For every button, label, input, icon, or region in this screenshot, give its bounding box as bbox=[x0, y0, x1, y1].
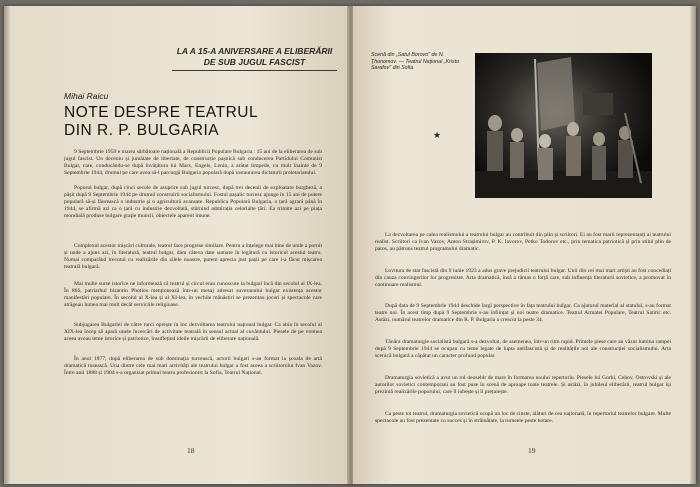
paragraph-right-3: După data de 9 Septembrie 1944 deschide largi perspective în fața teatrului bulgar. Ca ajutorul material al statului, s-au format teatre noi. În acest timp după 9 Septembrie s-au înființat și noi teatre dramatice. Teatrul Armatei Populare, Teatrul Satiric etc. Astăzi, numărul teatrelor dramatice din R. P. Bulgaria a crescut la peste 34. bbox=[375, 303, 671, 324]
paragraph-left-1: 9 Septembrie 1959 e marea sărbătoare națională a Republicii Populare Bulgaria : 15 ani de la eliberarea de sub jugul fascist. Un deceniu și jumătate de libertate, de construcție pașnică sub conducerea Partidului Comunist Bulgar, care, conducându-se după învățătura lui Marx, Engels, Lenin, a arătat limpede, cu mult înainte de 9 Septembrie 1944, drumul pe care avea să-l parcurgă Bulgaria populară după instaurarea dictaturii proletariatului. bbox=[64, 149, 322, 177]
photo-caption: Scenă din „Satul Borovo" de N. Ţhonomov. — Teatrul Național „Kristo Sarafov" din Sofia. bbox=[371, 52, 460, 72]
right-page bbox=[353, 6, 696, 484]
anniversary-kicker bbox=[172, 46, 337, 68]
kicker-line-2: DE SUB JUGUL FASCIST bbox=[203, 57, 306, 67]
paragraph-right-1: La dezvoltarea pe calea realismului a teatrului bulgar au contribuit din plin și scriitori. Ei au fost marii reprezentanți ai teatrului realist. Scriitori ca Ivan Vazov, Anton Strașimirov, P. K. Iavorov, Petko Todorov etc., prin tematica patriotică și prin stilul plin de patos, au pătruns teatrul programului dramatic. bbox=[375, 232, 671, 253]
paragraph-left-3: Complexul acestor mișcări culturale, teatrul face progrese similare. Pentru a înțelege mai bine de unde a pornit și unde a ajuns azi, în literatură, teatrul bulgar, dăm câteva date sumare în legătură cu istoricul acestui teatru. Numai comparând trecutul cu realizările din zilele noastre, putem aprecia just pașii pe care i-a făcut mișcarea teatrală bulgară. bbox=[64, 243, 322, 271]
kicker-line-1: LA A 15-A ANIVERSARE A ELIBERĂRII bbox=[176, 46, 333, 56]
star-ornament: ★ bbox=[433, 130, 442, 140]
paragraph-left-4: Mai multe surse istorice ne informează că teatrul și circul erau cunoscute la bulgari încă din secolul al IX-lea. În 866, patriarhul bizantin Photios menționează într-un mesaj adresat suveranului bulgar existența acestor manifestări populare. În secolul al X-lea și al XI-lea, în vechile mănăstiri se prezentau jocuri și spectacole care atrăgeau lumea mai mult decât serviciile religioase. bbox=[64, 281, 322, 309]
paragraph-right-6: Ca peste tot teatrul, dramaturgia sovietică ocupă un loc de cinste, alături de cea națională, în repertoriul teatrelor bulgare. Multe spectacole au fost prezentate cu succes și în străinătate, la turneele peste hotare. bbox=[375, 411, 671, 425]
stage-photo-image bbox=[475, 53, 652, 198]
stage-photo bbox=[475, 53, 652, 198]
left-page bbox=[4, 6, 349, 484]
page-number-left: 18 bbox=[187, 446, 195, 455]
kicker-rule bbox=[172, 70, 337, 71]
paragraph-left-2: Poporul bulgar, după cinci secole de asuprire sub jugul turcesc, după trei decenii de exploatare burgheză, a păşit după 9 Septembrie 1944 pe drumul construirii socialismului. Fostul pașalic turcesc ajunge în 15 ani de putere populară să-și făurească o industrie și o agricultură avansate. Republica Populară Bulgaria, o țară agrară până în 1944, se afirmă azi ca o țară cu industrie dezvoltată, stârnind admirația celorlalte țări. Ea trimite azi pe piața mondială produse bulgare grație muncii, obiectele aparent imune. bbox=[64, 185, 322, 220]
paragraph-right-2: Lovitura de stat fascistă din 9 iunie 1923 a adus grave prejudicii teatrului bulgar. Unii din cei mai mari artiști au fost concediați din cauza convingerilor lor progresiste. Arta dramatică, însă a rămas o forță care, sub influența literaturii sovietice, a promovat în continuare realismul. bbox=[375, 268, 671, 289]
paragraph-left-6: În anul 1877, după eliberarea de sub dominația turcească, actorii bulgari s-au format la școala de artă dramatică rusească. Una dintre cele mai mari activități ale teatrului bulgar a fost aceea a scriitorului Ivan Vazov. Între anii 1888 și 1904 s-a organizat primul teatru profesionist la Sofia, Teatrul Național. bbox=[64, 356, 322, 377]
page-edge-right bbox=[690, 6, 696, 484]
page-edge-left bbox=[4, 6, 10, 484]
article-title bbox=[64, 104, 314, 140]
article-author: Mihai Raicu bbox=[64, 91, 109, 101]
title-line-2: DIN R. P. BULGARIA bbox=[64, 122, 220, 139]
page-number-right: 19 bbox=[528, 446, 536, 455]
title-line-1: NOTE DESPRE TEATRUL bbox=[64, 104, 259, 121]
paragraph-right-5: Dramaturgia sovietică a avut un rol deosebit de mare în formarea noului repertoriu. Piesele lui Gorki, Cehov, Ostrovski și ale autorilor sovietici contemporani au fost puse în scenă de aproape toate teatrele. Și astăzi, în jubileul eliberării, teatrul bulgar își prezintă realizările poporului, care îl iubește și îl prețuiește. bbox=[375, 375, 671, 396]
paragraph-left-5: Subjugarea Bulgariei de către turci oprește în loc dezvoltarea teatrului național bulgar. Ca abia în secolul al XIX-lea încep să apară unele încercări de activitate teatrală în sensul actual al cuvântului. Piesele de pe vremea aceea aveau teme istorice și patriotice, însuflețind ideile mișcării de eliberare națională. bbox=[64, 322, 322, 343]
book-spread bbox=[4, 6, 696, 484]
paragraph-right-4: Tânăra dramaturgie socialistă bulgară s-a dezvoltat, de asemenea, într-un ritm rapid. Primele piese care au văzut lumina rampei după 9 Septembrie 1944 se ocupau cu teme legate de lupta antifascistă și de realitățile noi ale construcției socialismului. Arta scenică bulgară a căpătat un caracter profund popular. bbox=[375, 339, 671, 360]
